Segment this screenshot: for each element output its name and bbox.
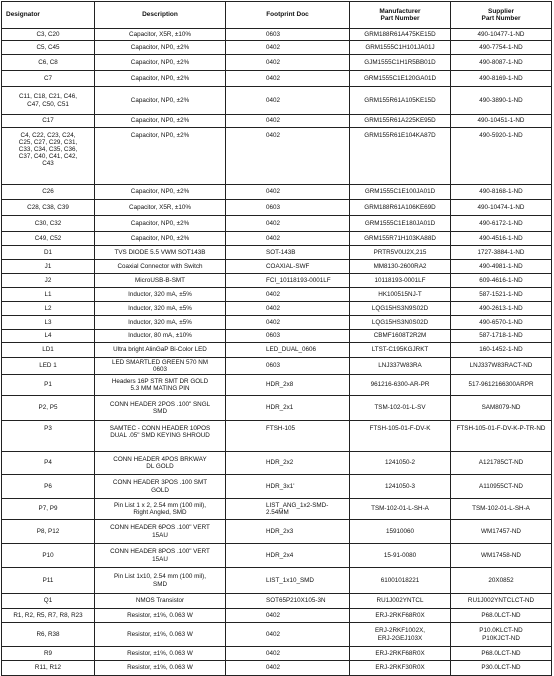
supplier-part-cell: 490-2613-1-ND bbox=[451, 302, 552, 316]
supplier-part-cell: 587-1718-1-ND bbox=[451, 330, 552, 343]
table-row bbox=[2, 41, 552, 55]
designator-cell: L1 bbox=[2, 288, 95, 302]
description-cell: SAMTEC - CONN HEADER 10POS DUAL .05" SMD KEYING SHROUD bbox=[95, 421, 226, 452]
designator-cell: C30, C32 bbox=[2, 216, 95, 232]
description-cell: Inductor, 80 mA, ±10% bbox=[95, 330, 226, 343]
designator-cell: L4 bbox=[2, 330, 95, 343]
footprint-cell: SOT-143B bbox=[226, 246, 350, 260]
designator-cell: C3, C20 bbox=[2, 29, 95, 41]
manufacturer-part-cell: GRM155R71H103KA88D bbox=[350, 232, 451, 246]
designator-cell: LED 1 bbox=[2, 358, 95, 375]
supplier-part-cell: 490-3890-1-ND bbox=[451, 87, 552, 115]
table-header-row bbox=[2, 2, 552, 29]
manufacturer-part-cell: ERJ-2RKF68R0X bbox=[350, 609, 451, 623]
table-row bbox=[2, 623, 552, 647]
designator-cell: L3 bbox=[2, 316, 95, 330]
footprint-cell: 0603 bbox=[226, 358, 350, 375]
designator-cell: C49, C52 bbox=[2, 232, 95, 246]
bill-of-materials-table bbox=[1, 1, 552, 676]
footprint-cell: 0402 bbox=[226, 623, 350, 647]
manufacturer-part-cell: 1241050-2 bbox=[350, 452, 451, 475]
manufacturer-part-cell: ERJ-2RKF1002X, ERJ-2GEJ103X bbox=[350, 623, 451, 647]
designator-cell: R11, R12 bbox=[2, 661, 95, 676]
table-row bbox=[2, 375, 552, 396]
manufacturer-part-cell: GRM1555C1H101JA01J bbox=[350, 41, 451, 55]
designator-cell: L2 bbox=[2, 302, 95, 316]
manufacturer-part-cell: GRM1555C1E180JA01D bbox=[350, 216, 451, 232]
footprint-cell: 0402 bbox=[226, 302, 350, 316]
description-cell: TVS DIODE 5.5 VWM SOT143B bbox=[95, 246, 226, 260]
footprint-cell: 0603 bbox=[226, 200, 350, 216]
manufacturer-part-cell: 10118193-0001LF bbox=[350, 274, 451, 288]
manufacturer-part-cell: RU1J002YNTCL bbox=[350, 594, 451, 609]
supplier-part-cell: P68.0LCT-ND bbox=[451, 609, 552, 623]
description-cell: Coaxial Connector with Switch bbox=[95, 260, 226, 274]
designator-cell: R9 bbox=[2, 647, 95, 661]
designator-cell: Q1 bbox=[2, 594, 95, 609]
table-row bbox=[2, 232, 552, 246]
footprint-cell: 0402 bbox=[226, 87, 350, 115]
footprint-cell: 0603 bbox=[226, 330, 350, 343]
designator-cell: C5, C45 bbox=[2, 41, 95, 55]
table-row bbox=[2, 29, 552, 41]
supplier-part-cell: P10.0KLCT-ND P10KJCT-ND bbox=[451, 623, 552, 647]
description-cell: Capacitor, NP0, ±2% bbox=[95, 87, 226, 115]
description-cell: Headers 16P STR SMT DR GOLD 5.3 MM MATING PIN bbox=[95, 375, 226, 396]
table-row bbox=[2, 87, 552, 115]
table-row bbox=[2, 316, 552, 330]
supplier-part-cell: 490-4981-1-ND bbox=[451, 260, 552, 274]
manufacturer-part-cell: GRM188R61A106KE69D bbox=[350, 200, 451, 216]
designator-cell: P4 bbox=[2, 452, 95, 475]
table-row bbox=[2, 520, 552, 544]
supplier-part-cell: WM17458-ND bbox=[451, 544, 552, 568]
description-cell: CONN HEADER 4POS BRKWAY DL GOLD bbox=[95, 452, 226, 475]
table-row bbox=[2, 647, 552, 661]
header-footprint-doc: Footprint Doc bbox=[226, 2, 350, 29]
manufacturer-part-cell: MM8130-2600RA2 bbox=[350, 260, 451, 274]
table-row bbox=[2, 185, 552, 200]
footprint-cell: 0402 bbox=[226, 71, 350, 87]
supplier-part-cell: 490-10477-1-ND bbox=[451, 29, 552, 41]
supplier-part-cell: 490-4516-1-ND bbox=[451, 232, 552, 246]
table-row bbox=[2, 115, 552, 128]
table-row bbox=[2, 216, 552, 232]
table-body bbox=[2, 29, 552, 676]
footprint-cell: 0402 bbox=[226, 661, 350, 676]
supplier-part-cell: A121785CT-ND bbox=[451, 452, 552, 475]
footprint-cell: HDR_2x2 bbox=[226, 452, 350, 475]
description-cell: Capacitor, NP0, ±2% bbox=[95, 115, 226, 128]
description-cell: Resistor, ±1%, 0.063 W bbox=[95, 647, 226, 661]
table-row bbox=[2, 288, 552, 302]
supplier-part-cell: A110955CT-ND bbox=[451, 475, 552, 499]
description-cell: MicroUSB-B-SMT bbox=[95, 274, 226, 288]
manufacturer-part-cell: HK100515NJ-T bbox=[350, 288, 451, 302]
footprint-cell: 0402 bbox=[226, 647, 350, 661]
designator-cell: R1, R2, R5, R7, R8, R23 bbox=[2, 609, 95, 623]
table-row bbox=[2, 499, 552, 520]
description-cell: Inductor, 320 mA, ±5% bbox=[95, 302, 226, 316]
manufacturer-part-cell: 15-91-0080 bbox=[350, 544, 451, 568]
manufacturer-part-cell: PRTR5V0U2X,215 bbox=[350, 246, 451, 260]
table-row bbox=[2, 200, 552, 216]
supplier-part-cell: RU1J002YNTCLCT-ND bbox=[451, 594, 552, 609]
designator-cell: P6 bbox=[2, 475, 95, 499]
manufacturer-part-cell: GRM1555C1E100JA01D bbox=[350, 185, 451, 200]
description-cell: Capacitor, NP0, ±2% bbox=[95, 185, 226, 200]
supplier-part-cell: 160-1452-1-ND bbox=[451, 343, 552, 358]
description-cell: Ultra bright AlinGaP Bi-Color LED bbox=[95, 343, 226, 358]
supplier-part-cell: 517-9612166300ARPR bbox=[451, 375, 552, 396]
manufacturer-part-cell: FTSH-105-01-F-DV-K bbox=[350, 421, 451, 452]
table-row bbox=[2, 452, 552, 475]
designator-cell: C6, C8 bbox=[2, 55, 95, 71]
header-designator: Designator bbox=[2, 2, 95, 29]
designator-cell: P8, P12 bbox=[2, 520, 95, 544]
manufacturer-part-cell: ERJ-2RKF30R0X bbox=[350, 661, 451, 676]
designator-cell: C26 bbox=[2, 185, 95, 200]
designator-cell: C11, C18, C21, C46, C47, C50, C51 bbox=[2, 87, 95, 115]
manufacturer-part-cell: CBMF1608T2R2M bbox=[350, 330, 451, 343]
description-cell: Resistor, ±1%, 0.063 W bbox=[95, 661, 226, 676]
footprint-cell: 0402 bbox=[226, 609, 350, 623]
table-row bbox=[2, 71, 552, 87]
manufacturer-part-cell: TSM-102-01-L-SV bbox=[350, 396, 451, 421]
description-cell: CONN HEADER 6POS .100" VERT 15AU bbox=[95, 520, 226, 544]
supplier-part-cell: 587-1521-1-ND bbox=[451, 288, 552, 302]
supplier-part-cell: P30.0LCT-ND bbox=[451, 661, 552, 676]
description-cell: CONN HEADER 3POS .100 SMT GOLD bbox=[95, 475, 226, 499]
footprint-cell: HDR_2x8 bbox=[226, 375, 350, 396]
description-cell: Capacitor, NP0, ±2% bbox=[95, 128, 226, 185]
supplier-part-cell: 490-8168-1-ND bbox=[451, 185, 552, 200]
designator-cell: C28, C38, C39 bbox=[2, 200, 95, 216]
supplier-part-cell: 609-4616-1-ND bbox=[451, 274, 552, 288]
manufacturer-part-cell: 15910060 bbox=[350, 520, 451, 544]
supplier-part-cell: 490-10474-1-ND bbox=[451, 200, 552, 216]
table-row bbox=[2, 260, 552, 274]
header-description: Description bbox=[95, 2, 226, 29]
manufacturer-part-cell: 961216-6300-AR-PR bbox=[350, 375, 451, 396]
table-row bbox=[2, 568, 552, 594]
footprint-cell: SOT65P210X105-3N bbox=[226, 594, 350, 609]
table-row bbox=[2, 475, 552, 499]
table-row bbox=[2, 343, 552, 358]
manufacturer-part-cell: GRM1555C1E120GA01D bbox=[350, 71, 451, 87]
manufacturer-part-cell: GRM155R61A225KE95D bbox=[350, 115, 451, 128]
manufacturer-part-cell: ERJ-2RKF68R0X bbox=[350, 647, 451, 661]
footprint-cell: 0402 bbox=[226, 41, 350, 55]
supplier-part-cell: LNJ337W83RACT-ND bbox=[451, 358, 552, 375]
description-cell: Resistor, ±1%, 0.063 W bbox=[95, 609, 226, 623]
table-row bbox=[2, 55, 552, 71]
designator-cell: P1 bbox=[2, 375, 95, 396]
footprint-cell: 0402 bbox=[226, 216, 350, 232]
designator-cell: C17 bbox=[2, 115, 95, 128]
table-row bbox=[2, 302, 552, 316]
designator-cell: LD1 bbox=[2, 343, 95, 358]
supplier-part-cell: FTSH-105-01-F-DV-K-P-TR-ND bbox=[451, 421, 552, 452]
supplier-part-cell: P68.0LCT-ND bbox=[451, 647, 552, 661]
designator-cell: D1 bbox=[2, 246, 95, 260]
footprint-cell: HDR_2x3 bbox=[226, 520, 350, 544]
footprint-cell: FTSH-105 bbox=[226, 421, 350, 452]
manufacturer-part-cell: LQG15HS3N9S02D bbox=[350, 302, 451, 316]
designator-cell: C7 bbox=[2, 71, 95, 87]
footprint-cell: 0402 bbox=[226, 316, 350, 330]
description-cell: Capacitor, NP0, ±2% bbox=[95, 41, 226, 55]
designator-cell: R6, R38 bbox=[2, 623, 95, 647]
designator-cell: J2 bbox=[2, 274, 95, 288]
description-cell: Inductor, 320 mA, ±5% bbox=[95, 316, 226, 330]
description-cell: Capacitor, X5R, ±10% bbox=[95, 200, 226, 216]
manufacturer-part-cell: LQG15HS3N0S02D bbox=[350, 316, 451, 330]
table-row bbox=[2, 128, 552, 185]
manufacturer-part-cell: LTST-C195KGJRKT bbox=[350, 343, 451, 358]
supplier-part-cell: 1727-3884-1-ND bbox=[451, 246, 552, 260]
table-row bbox=[2, 274, 552, 288]
table-row bbox=[2, 421, 552, 452]
description-cell: Capacitor, NP0, ±2% bbox=[95, 55, 226, 71]
footprint-cell: HDR_2x4 bbox=[226, 544, 350, 568]
footprint-cell: HDR_2x1 bbox=[226, 396, 350, 421]
footprint-cell: 0402 bbox=[226, 232, 350, 246]
designator-cell: C4, C22, C23, C24, C25, C27, C29, C31, C33, C34, C35, C36, C37, C40, C41, C42, C43 bbox=[2, 128, 95, 185]
footprint-cell: FCI_10118193-0001LF bbox=[226, 274, 350, 288]
supplier-part-cell: 20X0852 bbox=[451, 568, 552, 594]
footprint-cell: 0402 bbox=[226, 55, 350, 71]
description-cell: Capacitor, NP0, ±2% bbox=[95, 232, 226, 246]
designator-cell: P7, P9 bbox=[2, 499, 95, 520]
description-cell: LED SMARTLED GREEN 570 NM 0603 bbox=[95, 358, 226, 375]
designator-cell: P3 bbox=[2, 421, 95, 452]
supplier-part-cell: 490-5920-1-ND bbox=[451, 128, 552, 185]
manufacturer-part-cell: LNJ337W83RA bbox=[350, 358, 451, 375]
manufacturer-part-cell: 61001018221 bbox=[350, 568, 451, 594]
manufacturer-part-cell: GRM155R61E104KA87D bbox=[350, 128, 451, 185]
header-manufacturer-part-number: Manufacturer Part Number bbox=[350, 2, 451, 29]
designator-cell: J1 bbox=[2, 260, 95, 274]
footprint-cell: COAXIAL-SWF bbox=[226, 260, 350, 274]
table-row bbox=[2, 330, 552, 343]
table-row bbox=[2, 246, 552, 260]
table-row bbox=[2, 594, 552, 609]
designator-cell: P11 bbox=[2, 568, 95, 594]
footprint-cell: 0402 bbox=[226, 128, 350, 185]
supplier-part-cell: 490-8087-1-ND bbox=[451, 55, 552, 71]
footprint-cell: 0402 bbox=[226, 185, 350, 200]
description-cell: Capacitor, X5R, ±10% bbox=[95, 29, 226, 41]
manufacturer-part-cell: GRM155R61A105KE15D bbox=[350, 87, 451, 115]
footprint-cell: LIST_1x10_SMD bbox=[226, 568, 350, 594]
description-cell: Resistor, ±1%, 0.063 W bbox=[95, 623, 226, 647]
description-cell: Capacitor, NP0, ±2% bbox=[95, 71, 226, 87]
footprint-cell: LED_DUAL_0606 bbox=[226, 343, 350, 358]
table-row bbox=[2, 358, 552, 375]
description-cell: NMOS Transistor bbox=[95, 594, 226, 609]
designator-cell: P2, P5 bbox=[2, 396, 95, 421]
description-cell: CONN HEADER 8POS .100" VERT 15AU bbox=[95, 544, 226, 568]
table-row bbox=[2, 609, 552, 623]
supplier-part-cell: 490-8169-1-ND bbox=[451, 71, 552, 87]
manufacturer-part-cell: 1241050-3 bbox=[350, 475, 451, 499]
footprint-cell: 0402 bbox=[226, 288, 350, 302]
table-row bbox=[2, 661, 552, 676]
designator-cell: P10 bbox=[2, 544, 95, 568]
supplier-part-cell: 490-7754-1-ND bbox=[451, 41, 552, 55]
table-row bbox=[2, 544, 552, 568]
supplier-part-cell: TSM-102-01-L-SH-A bbox=[451, 499, 552, 520]
description-cell: Pin List 1 x 2, 2.54 mm (100 mil), Right Angled, SMD bbox=[95, 499, 226, 520]
header-supplier-part-number: Supplier Part Number bbox=[451, 2, 552, 29]
supplier-part-cell: 490-6172-1-ND bbox=[451, 216, 552, 232]
footprint-cell: 0603 bbox=[226, 29, 350, 41]
supplier-part-cell: 490-6570-1-ND bbox=[451, 316, 552, 330]
manufacturer-part-cell: GRM188R61A475KE15D bbox=[350, 29, 451, 41]
supplier-part-cell: 490-10451-1-ND bbox=[451, 115, 552, 128]
footprint-cell: 0402 bbox=[226, 115, 350, 128]
supplier-part-cell: SAM8079-ND bbox=[451, 396, 552, 421]
table-row bbox=[2, 396, 552, 421]
description-cell: Capacitor, NP0, ±2% bbox=[95, 216, 226, 232]
footprint-cell: HDR_3x1' bbox=[226, 475, 350, 499]
description-cell: Inductor, 320 mA, ±5% bbox=[95, 288, 226, 302]
description-cell: CONN HEADER 2POS .100" SNGL SMD bbox=[95, 396, 226, 421]
description-cell: Pin List 1x10, 2.54 mm (100 mil), SMD bbox=[95, 568, 226, 594]
manufacturer-part-cell: TSM-102-01-L-SH-A bbox=[350, 499, 451, 520]
footprint-cell: LIST_ANG_1x2-SMD-2.54MM bbox=[226, 499, 350, 520]
supplier-part-cell: WM17457-ND bbox=[451, 520, 552, 544]
manufacturer-part-cell: GJM1555C1H1R5BB01D bbox=[350, 55, 451, 71]
